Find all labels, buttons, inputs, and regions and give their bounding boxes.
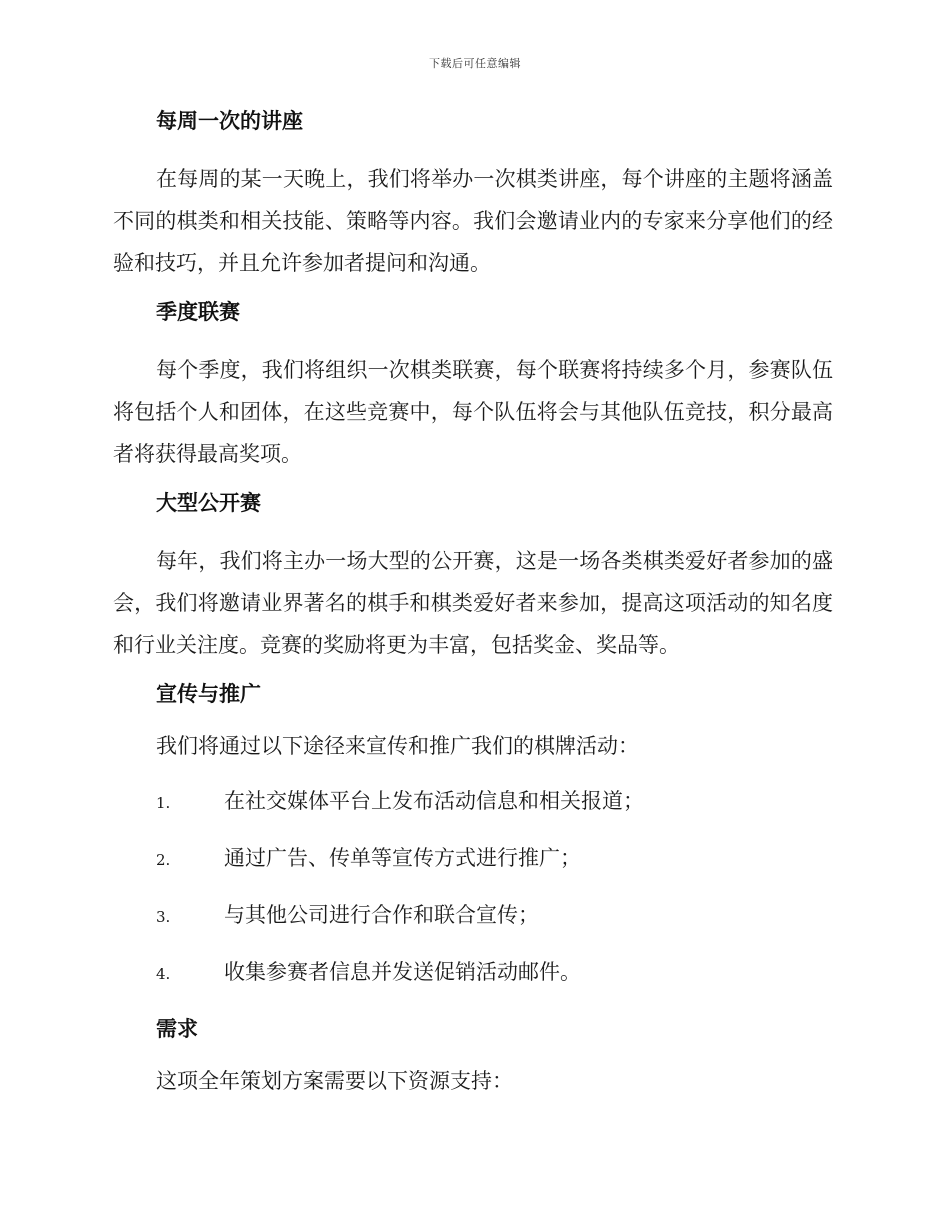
list-number: 2.: [156, 851, 171, 869]
section-paragraph-open: 每年，我们将主办一场大型的公开赛，这是一场各类棋类爱好者参加的盛会，我们将邀请业界著名的棋手和棋类爱好者来参加，提高这项活动的知名度和行业关注度。竞赛的奖励将更为丰富，包括奖金、奖品等。: [113, 549, 833, 657]
promotion-intro: 我们将通过以下途径来宣传和推广我们的棋牌活动：: [156, 734, 639, 758]
list-text: 在社交媒体平台上发布活动信息和相关报道；: [224, 789, 644, 813]
page-header-note: 下载后可任意编辑: [429, 57, 521, 70]
section-heading-league: 季度联赛: [156, 300, 240, 324]
list-text: 通过广告、传单等宣传方式进行推广；: [224, 846, 581, 870]
document-body: [113, 106, 833, 1121]
section-heading-lecture: 每周一次的讲座: [156, 109, 303, 133]
list-text: 收集参赛者信息并发送促销活动邮件。: [224, 960, 581, 984]
needs-intro: 这项全年策划方案需要以下资源支持：: [156, 1069, 513, 1093]
section-heading-needs: 需求: [156, 1017, 198, 1041]
list-item: [113, 900, 833, 932]
list-number: 3.: [156, 908, 171, 926]
section-paragraph-league: 每个季度，我们将组织一次棋类联赛，每个联赛将持续多个月，参赛队伍将包括个人和团体，在这些竞赛中，每个队伍将会与其他队伍竞技，积分最高者将获得最高奖项。: [113, 358, 833, 466]
list-item: [113, 957, 833, 989]
section-heading-promotion: 宣传与推广: [156, 682, 261, 706]
list-text: 与其他公司进行合作和联合宣传；: [224, 903, 539, 927]
list-item: [113, 843, 833, 875]
list-number: 1.: [156, 794, 171, 812]
section-heading-open: 大型公开赛: [156, 491, 261, 515]
list-item: [113, 786, 833, 818]
section-paragraph-lecture: 在每周的某一天晚上，我们将举办一次棋类讲座，每个讲座的主题将涵盖不同的棋类和相关技能、策略等内容。我们会邀请业内的专家来分享他们的经验和技巧，并且允许参加者提问和沟通。: [113, 167, 833, 275]
list-number: 4.: [156, 965, 171, 983]
